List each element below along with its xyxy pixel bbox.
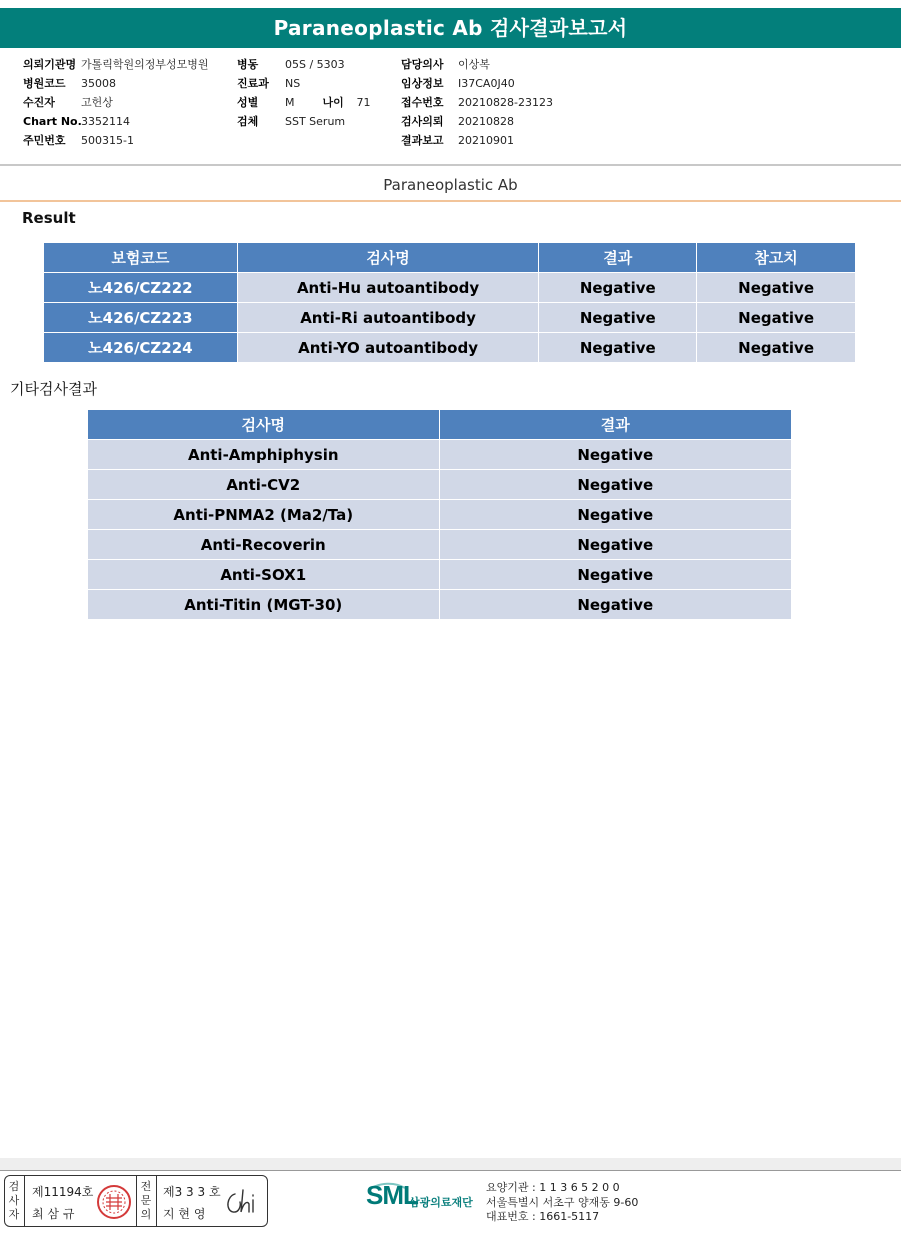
info-value: 20210828 <box>458 115 514 128</box>
table-row <box>88 560 792 590</box>
test-name-cell: Anti-YO autoantibody <box>237 333 539 363</box>
info-value: 3352114 <box>81 115 130 128</box>
info-key: 담당의사 <box>401 58 444 71</box>
header-result: 결과 <box>539 243 697 273</box>
info-value: 20210828-23123 <box>458 96 553 109</box>
info-row <box>23 55 209 74</box>
info-value: 이상복 <box>458 58 490 71</box>
reference-cell: Negative <box>697 333 856 363</box>
reference-cell: Negative <box>697 303 856 333</box>
other-results-heading: 기타검사결과 <box>10 380 97 398</box>
info-key: 검체 <box>237 115 259 128</box>
info-key: 결과보고 <box>401 134 444 147</box>
org-line: 서울특별시 서초구 양재동 9-60 <box>486 1195 639 1209</box>
table-row <box>88 500 792 530</box>
info-row <box>23 112 209 131</box>
signer1-label <box>8 1180 20 1222</box>
info-value: 05S / 5303 <box>285 58 345 71</box>
info-key: 진료과 <box>237 77 269 90</box>
table-header-row <box>88 410 792 440</box>
signer2-label <box>140 1180 152 1222</box>
info-row <box>23 93 209 112</box>
header-reference: 참고치 <box>697 243 856 273</box>
info-value: I37CA0J40 <box>458 77 515 90</box>
info-value: 가톨릭학원의정부성모병원 <box>81 58 209 71</box>
test-name-cell: Anti-PNMA2 (Ma2/Ta) <box>88 500 440 530</box>
info-row <box>23 131 209 150</box>
insurance-code-cell: 노426/CZ223 <box>44 303 238 333</box>
header-test-name: 검사명 <box>88 410 440 440</box>
seal-stamp-icon <box>96 1184 132 1220</box>
table-row <box>88 470 792 500</box>
footer-band <box>0 1158 901 1170</box>
header-insurance-code: 보험코드 <box>44 243 238 273</box>
table-row <box>44 303 856 333</box>
table-row <box>88 440 792 470</box>
reference-cell: Negative <box>697 273 856 303</box>
test-name-cell: Anti-Recoverin <box>88 530 440 560</box>
info-key: 병동 <box>237 58 259 71</box>
divider <box>136 1176 137 1226</box>
signer2-name: 지 현 영 <box>163 1207 206 1221</box>
info-key-age: 나이 <box>322 96 344 109</box>
info-column-patient <box>23 55 209 150</box>
info-row <box>237 55 371 74</box>
signer2-license: 제3 3 3 호 <box>163 1185 221 1199</box>
other-results-table <box>87 409 792 620</box>
insurance-code-cell: 노426/CZ224 <box>44 333 238 363</box>
result-cell: Negative <box>439 500 791 530</box>
info-key: 수진자 <box>23 96 55 109</box>
insurance-code-cell: 노426/CZ222 <box>44 273 238 303</box>
footer-divider <box>0 1170 901 1171</box>
info-value: SST Serum <box>285 115 346 128</box>
info-key: 주민번호 <box>23 134 66 147</box>
table-row <box>88 590 792 620</box>
info-value: M <box>285 96 295 109</box>
signer1-license: 제11194호 <box>32 1185 94 1199</box>
result-heading: Result <box>22 209 76 227</box>
result-cell: Negative <box>539 273 697 303</box>
info-column-request <box>401 55 553 150</box>
info-key: 성별 <box>237 96 259 109</box>
table-header-row <box>44 243 856 273</box>
info-key: 검사의뢰 <box>401 115 444 128</box>
divider <box>0 164 901 166</box>
result-cell: Negative <box>439 560 791 590</box>
test-name-cell: Anti-CV2 <box>88 470 440 500</box>
table-row <box>44 333 856 363</box>
test-name-cell: Anti-Titin (MGT-30) <box>88 590 440 620</box>
handwritten-signature-icon <box>223 1186 263 1218</box>
signer1-label-text: 검사자 <box>8 1180 20 1221</box>
sml-logo-korean: 삼광의료재단 <box>409 1196 473 1209</box>
signer2-label-text: 전문의 <box>140 1180 152 1221</box>
result-cell: Negative <box>539 303 697 333</box>
info-row <box>401 55 553 74</box>
result-cell: Negative <box>439 590 791 620</box>
info-value-age: 71 <box>356 96 371 109</box>
info-row <box>401 74 553 93</box>
table-row <box>44 273 856 303</box>
test-name-cell: Anti-SOX1 <box>88 560 440 590</box>
org-line: 요양기관 : 1 1 3 6 5 2 0 0 <box>486 1181 620 1194</box>
result-cell: Negative <box>439 440 791 470</box>
signature-box <box>4 1175 268 1227</box>
result-cell: Negative <box>539 333 697 363</box>
divider <box>24 1176 25 1226</box>
sml-logo-text: SML <box>366 1180 418 1210</box>
report-title: Paraneoplastic Ab 검사결과보고서 <box>0 8 901 48</box>
divider <box>156 1176 157 1226</box>
info-row <box>237 112 371 131</box>
info-row <box>23 74 209 93</box>
test-name-cell: Anti-Amphiphysin <box>88 440 440 470</box>
info-row <box>237 93 371 112</box>
info-value: 500315-1 <box>81 134 134 147</box>
info-row <box>401 131 553 150</box>
test-name-cell: Anti-Ri autoantibody <box>237 303 539 333</box>
info-row <box>237 74 371 93</box>
header-result: 결과 <box>439 410 791 440</box>
info-value: 고헌상 <box>81 96 113 109</box>
info-value: NS <box>285 77 301 90</box>
info-key: 의뢰기관명 <box>23 58 77 71</box>
info-column-ward <box>237 55 371 131</box>
info-key: 임상정보 <box>401 77 444 90</box>
result-table <box>43 242 856 363</box>
signer1-name: 최 삼 규 <box>32 1207 75 1221</box>
section-title: Paraneoplastic Ab <box>0 168 901 202</box>
organization-info <box>486 1181 638 1225</box>
result-cell: Negative <box>439 470 791 500</box>
org-line: 대표번호 : 1661-5117 <box>486 1210 600 1223</box>
info-key: 접수번호 <box>401 96 444 109</box>
table-row <box>88 530 792 560</box>
result-cell: Negative <box>439 530 791 560</box>
info-row <box>401 112 553 131</box>
header-test-name: 검사명 <box>237 243 539 273</box>
info-key: Chart No. <box>23 115 82 128</box>
info-value: 20210901 <box>458 134 514 147</box>
info-row <box>401 93 553 112</box>
info-value: 35008 <box>81 77 116 90</box>
info-key: 병원코드 <box>23 77 66 90</box>
test-name-cell: Anti-Hu autoantibody <box>237 273 539 303</box>
